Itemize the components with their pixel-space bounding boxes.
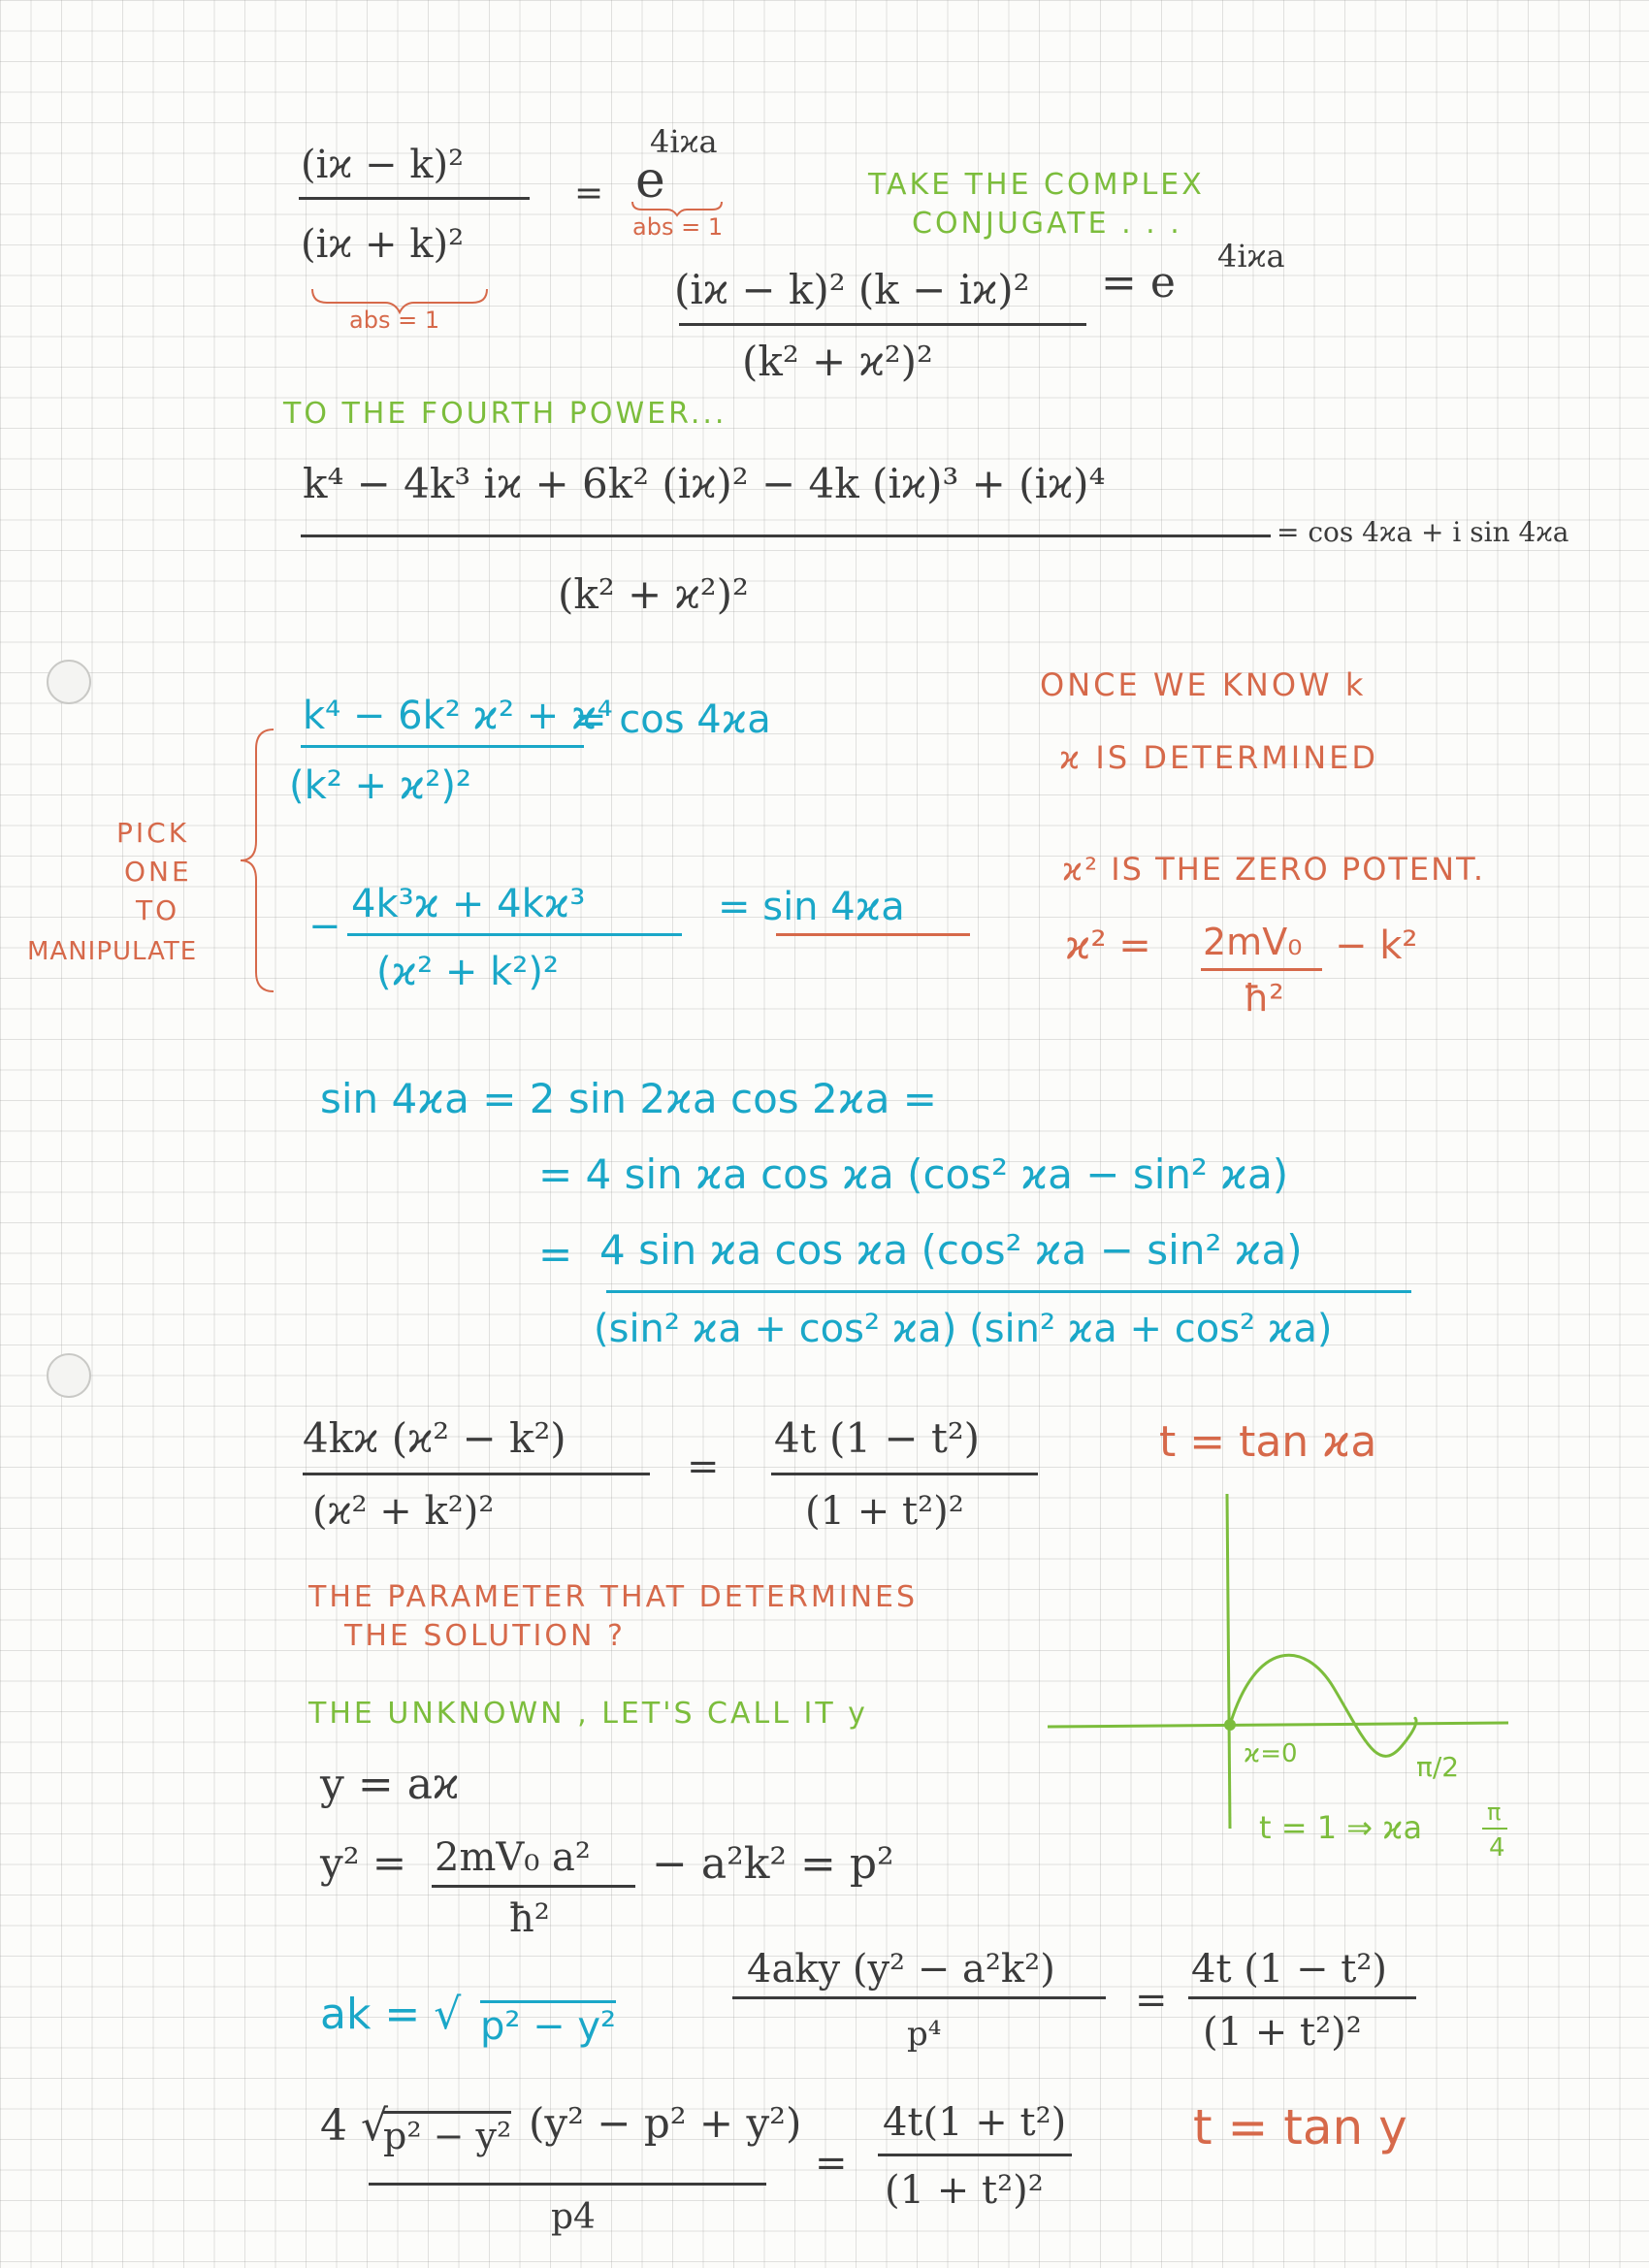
graph-frac-numerator: π xyxy=(1487,1798,1502,1826)
eq-y-line-2-numerator: 2mV₀ a² xyxy=(435,1835,591,1880)
note-pick: PICK xyxy=(116,817,190,849)
eq-last-denominator: p4 xyxy=(551,2197,596,2237)
note-fourth-power: TO THE FOURTH POWER... xyxy=(283,397,728,431)
note-once-we-know: ONCE WE KNOW k xyxy=(1040,666,1367,703)
eq1-abs-note-den: abs = 1 xyxy=(349,307,440,334)
brace-abs-den xyxy=(312,289,487,312)
note-zero-potent: ϰ² IS THE ZERO POTENT. xyxy=(1062,851,1485,888)
eq-t-definition: t = tan ϰa xyxy=(1159,1417,1377,1467)
eq1-rhs-exponent: 4iϰa xyxy=(650,123,718,160)
eq-sin-numerator: 4k³ϰ + 4kϰ³ xyxy=(351,882,586,926)
eq-y-line-2-fraction-bar xyxy=(432,1885,635,1888)
graph-label-zero: ϰ=0 xyxy=(1244,1739,1298,1768)
trig-line-3-denominator: (sin² ϰa + cos² ϰa) (sin² ϰa + cos² ϰa) xyxy=(594,1307,1333,1351)
graph-frac-denominator: 4 xyxy=(1489,1833,1505,1863)
eq-y-line-2-rest: − a²k² = p² xyxy=(652,1839,894,1889)
brace-abs-exp xyxy=(632,202,722,215)
eq-last-rhs-numerator: 4t(1 + t²) xyxy=(883,2100,1067,2145)
note-solution: THE SOLUTION ? xyxy=(344,1619,626,1653)
eq-t-denominator: (ϰ² + k²)² xyxy=(312,1489,495,1534)
eq2-numerator: (iϰ − k)² (k − iϰ)² xyxy=(674,266,1030,313)
eq2-denominator: (k² + ϰ²)² xyxy=(742,338,933,385)
note-parameter: THE PARAMETER THAT DETERMINES xyxy=(308,1580,919,1614)
eq1-numerator: (iϰ − k)² xyxy=(301,143,465,187)
eq1-rhs-base: e xyxy=(635,151,665,210)
eq-last-rhs-fraction-bar xyxy=(878,2154,1072,2156)
graph-horizontal-axis xyxy=(1048,1723,1508,1727)
graph-label-pi-over-2: π/2 xyxy=(1416,1751,1460,1783)
eq-t-rhs-numerator: 4t (1 − t²) xyxy=(774,1414,981,1462)
eq-sin-denominator: (ϰ² + k²)² xyxy=(376,950,559,994)
note-one: ONE xyxy=(124,856,192,888)
eq-y-line-2-denominator: ħ² xyxy=(509,1896,550,1941)
eq-y-line-2-lhs: y² = xyxy=(320,1839,407,1887)
eq-t-numerator: 4kϰ (ϰ² − k²) xyxy=(303,1414,566,1462)
eq-last-radicand: p² − y² xyxy=(383,2111,511,2155)
eq-last-equals: = xyxy=(815,2141,848,2186)
eq-ak-lhs: ak = √ xyxy=(320,1990,462,2039)
eq-aky-rhs-denominator: (1 + t²)² xyxy=(1203,2010,1362,2055)
trig-line-3-equals: = xyxy=(538,1230,573,1278)
eq-cos-denominator: (k² + ϰ²)² xyxy=(289,763,471,808)
eq-aky-denominator: p⁴ xyxy=(907,2015,942,2054)
eq-x2-rest: − k² xyxy=(1335,923,1418,968)
note-determined: ϰ IS DETERMINED xyxy=(1059,739,1379,776)
eq-t-equals: = xyxy=(687,1444,720,1489)
eq2-rhs: = e xyxy=(1101,258,1176,308)
eq-sin-rhs: = sin 4ϰa xyxy=(718,885,905,929)
eq-ak-radicand: p² − y² xyxy=(480,2000,616,2046)
eq2-rhs-exponent: 4iϰa xyxy=(1217,238,1285,275)
note-complex-conjugate-2: CONJUGATE . . . xyxy=(912,207,1182,241)
eq3-numerator: k⁴ − 4k³ iϰ + 6k² (iϰ)² − 4k (iϰ)³ + (iϰ)⁴ xyxy=(303,460,1106,507)
eq-cos-numerator: k⁴ − 6k² ϰ² + ϰ⁴ xyxy=(303,694,613,738)
eq-x2-denominator: ħ² xyxy=(1244,977,1284,1020)
graph-origin-point xyxy=(1224,1719,1236,1731)
graph-note: t = 1 ⇒ ϰa xyxy=(1259,1809,1423,1846)
graph-frac-bar xyxy=(1482,1828,1507,1830)
brace-pick-one xyxy=(241,729,274,991)
eq-y-line-1: y = aϰ xyxy=(320,1760,460,1809)
eq1-denominator: (iϰ + k)² xyxy=(301,222,465,267)
eq3-rhs: = cos 4ϰa + i sin 4ϰa xyxy=(1277,516,1569,548)
eq-aky-rhs-fraction-bar xyxy=(1188,1996,1416,1999)
eq-aky-rhs-numerator: 4t (1 − t²) xyxy=(1191,1947,1387,1992)
eq-aky-numerator: 4aky (y² − a²k²) xyxy=(747,1947,1055,1992)
eq-last-fraction-bar xyxy=(369,2183,766,2186)
eq-x2-numerator: 2mV₀ xyxy=(1203,921,1303,963)
eq-aky-fraction-bar xyxy=(732,1996,1106,1999)
eq-last-rest: (y² − p² + y²) xyxy=(529,2099,802,2147)
eq-last-rhs-denominator: (1 + t²)² xyxy=(885,2168,1044,2213)
eq-cos-rhs: = cos 4ϰa xyxy=(574,697,771,742)
eq-sin-minus: − xyxy=(308,904,341,949)
note-to: TO xyxy=(136,894,180,926)
eq1-equals: = xyxy=(574,174,604,213)
eq-aky-equals: = xyxy=(1135,1978,1168,2023)
note-unknown-y: THE UNKNOWN , LET'S CALL IT y xyxy=(308,1697,868,1731)
trig-line-3-numerator: 4 sin ϰa cos ϰa (cos² ϰa − sin² ϰa) xyxy=(599,1226,1303,1274)
graph-vertical-axis xyxy=(1227,1494,1230,1829)
eq-t-rhs-denominator: (1 + t²)² xyxy=(805,1489,964,1534)
eq-x2-lhs: ϰ² = xyxy=(1065,923,1151,968)
note-complex-conjugate-1: TAKE THE COMPLEX xyxy=(868,168,1205,202)
trig-line-2: = 4 sin ϰa cos ϰa (cos² ϰa − sin² ϰa) xyxy=(538,1150,1289,1198)
note-manipulate: MANIPULATE xyxy=(27,937,198,966)
eq3-denominator: (k² + ϰ²)² xyxy=(558,570,749,618)
eq1-abs-note-exp: abs = 1 xyxy=(632,213,724,241)
eq-last-prefix: 4 √ xyxy=(320,2101,389,2151)
trig-line-1: sin 4ϰa = 2 sin 2ϰa cos 2ϰa = xyxy=(320,1075,937,1122)
eq-last-t-definition: t = tan y xyxy=(1193,2099,1407,2155)
